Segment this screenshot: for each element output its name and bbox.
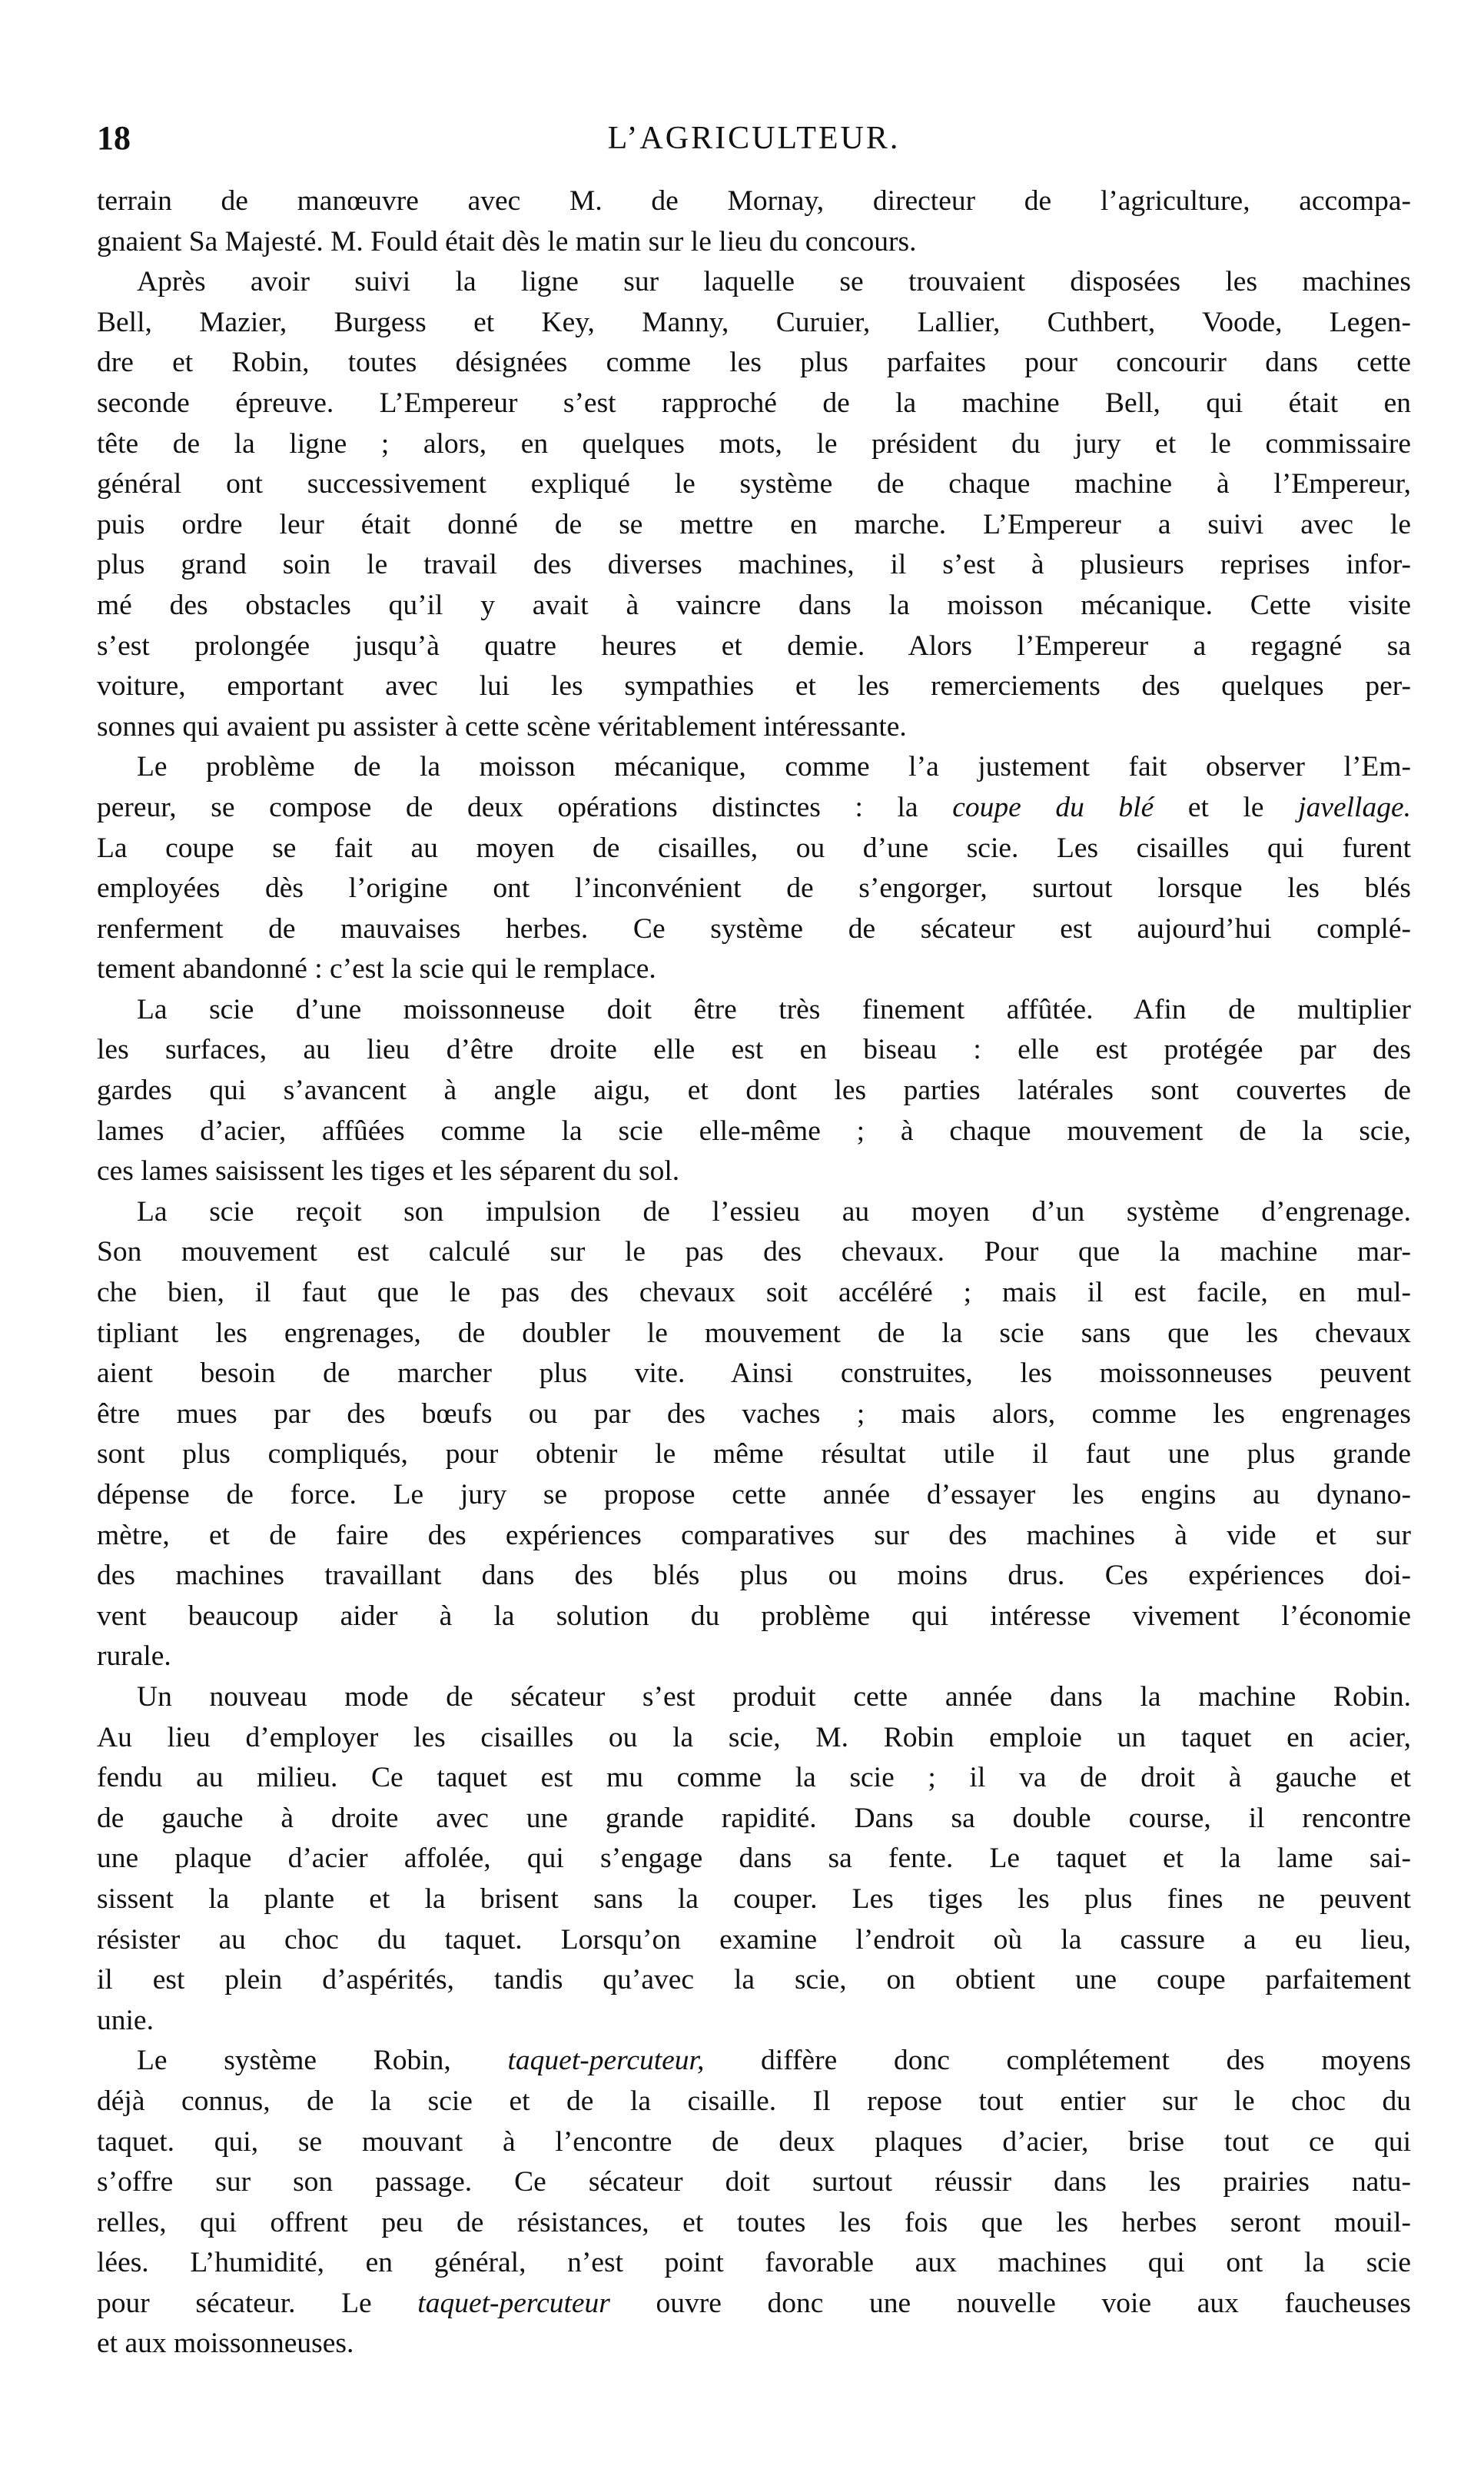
text-line xyxy=(97,1597,1411,1637)
text-segment: s’offre sur son passage. Ce sécateur doit surtout réussir dans les prairies natu- xyxy=(97,2166,1411,2198)
text-line xyxy=(97,1758,1411,1799)
text-line xyxy=(97,1516,1411,1557)
text-line xyxy=(97,1192,1411,1233)
text-segment: pereur, se compose de deux opérations distinctes : la xyxy=(97,791,953,823)
text-segment: La coupe se fait au moyen de cisailles, ou d’une scie. Les cisailles qui furent xyxy=(97,832,1411,864)
running-title: L’AGRICULTEUR. xyxy=(607,121,901,156)
text-line xyxy=(97,1475,1411,1516)
body-text xyxy=(97,181,1411,2364)
text-line xyxy=(97,384,1411,424)
text-line xyxy=(97,586,1411,626)
text-line xyxy=(97,1556,1411,1597)
text-segment: Le problème de la moisson mécanique, comme l’a justement fait observer l’Em- xyxy=(137,751,1411,783)
text-line xyxy=(97,1151,1411,1192)
text-line xyxy=(97,2284,1411,2324)
text-line xyxy=(97,1879,1411,1920)
text-line xyxy=(97,1920,1411,1961)
text-segment: des machines travaillant dans des blés plus ou moins drus. Ces expériences doi- xyxy=(97,1560,1411,1592)
text-segment: général ont successivement expliqué le système de chaque machine à l’Empereur, xyxy=(97,468,1411,500)
text-line xyxy=(97,343,1411,384)
text-line xyxy=(97,788,1411,829)
text-segment: une plaque d’acier affolée, qui s’engage dans sa fente. Le taquet et la lame sai- xyxy=(97,1843,1411,1875)
text-segment: s’est prolongée jusqu’à quatre heures et demie. Alors l’Empereur a regagné sa xyxy=(97,630,1411,662)
text-line xyxy=(97,1960,1411,2001)
text-segment: être mues par des bœufs ou par des vaches ; mais alors, comme les engrenages xyxy=(97,1397,1411,1430)
text-segment: tipliant les engrenages, de doubler le mouvement de la scie sans que les chevaux xyxy=(97,1317,1411,1349)
text-segment: résister au choc du taquet. Lorsqu’on examine l’endroit où la cassure a eu lieu, xyxy=(97,1923,1411,1956)
text-segment: les surfaces, au lieu d’être droite elle est en biseau : elle est protégée par des xyxy=(97,1034,1411,1066)
text-segment: dre et Robin, toutes désignées comme les plus parfaites pour concourir dans cette xyxy=(97,347,1411,379)
text-segment: voiture, emportant avec lui les sympathies et les remerciements des quelques per- xyxy=(97,670,1411,703)
text-line xyxy=(97,1677,1411,1718)
text-segment: Un nouveau mode de sécateur s’est produit cette année dans la machine Robin. xyxy=(137,1680,1411,1713)
text-segment: Au lieu d’employer les cisailles ou la scie, M. Robin emploie un taquet en acier, xyxy=(97,1721,1411,1753)
text-line xyxy=(97,949,1411,990)
text-line xyxy=(97,505,1411,546)
text-segment: diffère donc complétement des moyens xyxy=(704,2045,1412,2077)
italic-term: coupe du blé xyxy=(952,791,1154,823)
text-line xyxy=(97,1232,1411,1273)
text-line xyxy=(97,747,1411,788)
text-segment: dépense de force. Le jury se propose cette année d’essayer les engins au dynano- xyxy=(97,1479,1411,1510)
text-segment: pour sécateur. Le xyxy=(97,2287,418,2319)
text-segment: gnaient Sa Majesté. M. Fould était dès le matin sur le lieu du concours. xyxy=(97,225,917,258)
text-segment: employées dès l’origine ont l’inconvénient de s’engorger, surtout lorsque les blés xyxy=(97,872,1411,905)
text-segment: Son mouvement est calculé sur le pas des chevaux. Pour que la machine mar- xyxy=(97,1236,1411,1268)
text-segment: Bell, Mazier, Burgess et Key, Manny, Curuier, Lallier, Cuthbert, Voode, Legen- xyxy=(97,306,1411,338)
text-segment: aient besoin de marcher plus vite. Ainsi construites, les moissonneuses peuvent xyxy=(97,1357,1411,1390)
italic-term: taquet-percuteur, xyxy=(507,2045,705,2077)
text-line xyxy=(97,707,1411,748)
text-line xyxy=(97,1637,1411,1677)
text-line xyxy=(97,2122,1411,2163)
text-line xyxy=(97,869,1411,909)
text-segment: fendu au milieu. Ce taquet est mu comme la scie ; il va de droit à gauche et xyxy=(97,1762,1411,1794)
text-segment: déjà connus, de la scie et de la cisaille. Il repose tout entier sur le choc du xyxy=(97,2085,1411,2117)
text-line xyxy=(97,2203,1411,2244)
text-line xyxy=(97,1314,1411,1354)
text-line xyxy=(97,2041,1411,2082)
page-number: 18 xyxy=(97,119,131,157)
text-segment: lames d’acier, affûées comme la scie elle-même ; à chaque mouvement de la scie, xyxy=(97,1115,1411,1147)
text-line xyxy=(97,666,1411,707)
text-line xyxy=(97,181,1411,222)
text-line xyxy=(97,1112,1411,1152)
text-segment: relles, qui offrent peu de résistances, et toutes les fois que les herbes seront mouil- xyxy=(97,2206,1411,2238)
text-segment: sonnes qui avaient pu assister à cette scène véritablement intéressante. xyxy=(97,710,907,743)
text-line xyxy=(97,1718,1411,1759)
text-line xyxy=(97,464,1411,505)
text-segment: La scie reçoit son impulsion de l’essieu au moyen d’un système d’engrenage. xyxy=(137,1195,1411,1228)
text-line xyxy=(97,1394,1411,1435)
text-segment: Le système Robin, xyxy=(137,2045,508,2077)
text-segment: vent beaucoup aider à la solution du problème qui intéresse vivement l’économie xyxy=(97,1600,1411,1632)
text-segment: ouvre donc une nouvelle voie aux faucheuses xyxy=(609,2287,1411,2319)
italic-term: javellage. xyxy=(1298,791,1411,823)
text-line xyxy=(97,1839,1411,1879)
text-segment: unie. xyxy=(97,2004,154,2036)
text-segment: sont plus compliqués, pour obtenir le même résultat utile il faut une plus grande xyxy=(97,1438,1411,1470)
page-header xyxy=(97,115,1411,169)
text-line xyxy=(97,303,1411,344)
text-segment: tement abandonné : c’est la scie qui le remplace. xyxy=(97,953,656,985)
text-segment: La scie d’une moissonneuse doit être très finement affûtée. Afin de multiplier xyxy=(137,993,1411,1025)
text-line xyxy=(97,990,1411,1031)
text-line xyxy=(97,222,1411,263)
text-segment: ces lames saisissent les tiges et les séparent du sol. xyxy=(97,1155,680,1188)
text-segment: et aux moissonneuses. xyxy=(97,2328,354,2360)
text-segment: lées. L’humidité, en général, n’est point favorable aux machines qui ont la scie xyxy=(97,2247,1411,2279)
text-line xyxy=(97,262,1411,303)
text-line xyxy=(97,2243,1411,2284)
text-segment: sissent la plante et la brisent sans la couper. Les tiges les plus fines ne peuvent xyxy=(97,1883,1411,1915)
text-segment: renferment de mauvaises herbes. Ce système de sécateur est aujourd’hui complé- xyxy=(97,912,1411,945)
text-segment: mètre, et de faire des expériences comparatives sur des machines à vide et sur xyxy=(97,1519,1411,1551)
text-line xyxy=(97,545,1411,586)
text-segment: de gauche à droite avec une grande rapidité. Dans sa double course, il rencontre xyxy=(97,1802,1411,1834)
text-segment: et le xyxy=(1154,791,1299,823)
text-line xyxy=(97,909,1411,950)
text-line xyxy=(97,1071,1411,1112)
text-segment: tête de la ligne ; alors, en quelques mots, le président du jury et le commissaire xyxy=(97,427,1411,460)
text-segment: terrain de manœuvre avec M. de Mornay, directeur de l’agriculture, accompa- xyxy=(97,185,1411,217)
text-line xyxy=(97,1030,1411,1071)
text-line xyxy=(97,1434,1411,1475)
text-segment: taquet. qui, se mouvant à l’encontre de deux plaques d’acier, brise tout ce qui xyxy=(97,2125,1411,2158)
text-line xyxy=(97,829,1411,869)
text-segment: il est plein d’aspérités, tandis qu’avec la scie, on obtient une coupe parfaitement xyxy=(97,1964,1411,1996)
text-line xyxy=(97,2082,1411,2122)
text-segment: mé des obstacles qu’il y avait à vaincre dans la moisson mécanique. Cette visite xyxy=(97,589,1411,621)
text-segment: puis ordre leur était donné de se mettre en marche. L’Empereur a suivi avec le xyxy=(97,508,1411,540)
text-segment: che bien, il faut que le pas des chevaux soit accéléré ; mais il est facile, en mul- xyxy=(97,1277,1411,1309)
text-line xyxy=(97,2324,1411,2364)
text-segment: gardes qui s’avancent à angle aigu, et dont les parties latérales sont couvertes de xyxy=(97,1075,1411,1107)
text-line xyxy=(97,626,1411,667)
text-line xyxy=(97,1799,1411,1839)
text-segment: seconde épreuve. L’Empereur s’est rapproché de la machine Bell, qui était en xyxy=(97,387,1411,419)
text-segment: Après avoir suivi la ligne sur laquelle se trouvaient disposées les machines xyxy=(137,266,1411,298)
text-line xyxy=(97,424,1411,465)
text-segment: rurale. xyxy=(97,1640,171,1673)
text-line xyxy=(97,2001,1411,2042)
text-segment: plus grand soin le travail des diverses machines, il s’est à plusieurs reprises infor- xyxy=(97,549,1411,581)
text-line xyxy=(97,2162,1411,2203)
text-line xyxy=(97,1354,1411,1394)
text-line xyxy=(97,1273,1411,1314)
italic-term: taquet-percuteur xyxy=(417,2287,610,2319)
